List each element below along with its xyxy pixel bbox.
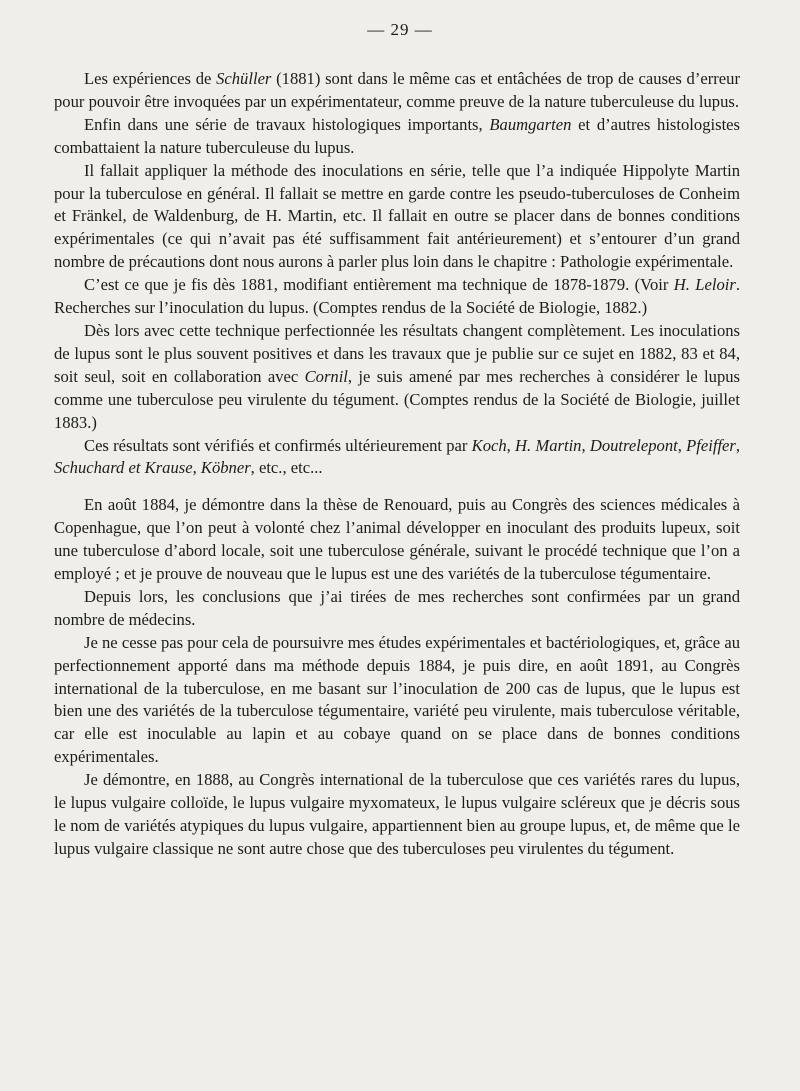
italic-text: Schuchard et Krause bbox=[54, 458, 193, 478]
text-segment: (1881) sont dans le même cas et entâchées de trop de causes d’erreur pour pouvoir être invoquées par un expérimentateur, comme preuve de la nature tuberculeuse du lupus. bbox=[54, 69, 740, 111]
text-segment: , bbox=[735, 435, 741, 455]
paragraph bbox=[54, 114, 740, 160]
italic-text: Cornil bbox=[304, 366, 348, 386]
text-segment: Enfin dans une série de travaux histologiques importants, bbox=[84, 114, 490, 134]
text-segment: Je démontre, en 1888, au Congrès international de la tuberculose que ces variétés rares du lupus, le lupus vulgaire colloïde, le lupus vulgaire myxomateux, le lupus vulgaire scléreux que je décris sous le nom de variétés atypiques du lupus vulgaire, appartiennent bien au groupe lupus, et, de même que le lupus vulgaire classique ne sont autre chose que des tuberculoses peu virulentes du tégument. bbox=[54, 770, 740, 858]
text-segment: Il fallait appliquer la méthode des inoculations en série, telle que l’a indiquée Hippolyte Martin pour la tuberculose en général. Il fallait se mettre en garde contre les pseudo-tuberculoses de Conheim et Fränkel, de Waldenburg, de H. Martin, etc. Il fallait en outre se placer dans de bonnes conditions expérimentales (ce qui n’avait pas été suffisamment fait antérieurement) et s’entourer d’un grand nombre de précautions dont nous aurons à parler plus loin dans le chapitre : Pathologie expérimentale. bbox=[54, 160, 740, 272]
text-segment: , bbox=[192, 458, 201, 478]
paragraph bbox=[54, 494, 740, 586]
italic-text: Pfeiffer bbox=[686, 435, 736, 455]
italic-text: Köbner bbox=[200, 458, 251, 478]
text-segment: , bbox=[581, 435, 590, 455]
paragraph bbox=[54, 68, 740, 114]
text-segment: , je suis amené par mes recherches à considérer le lupus comme une tuberculose peu virulente du tégument. (Comptes rendus de la Société de Biologie, juillet 1883.) bbox=[54, 366, 740, 432]
italic-text: Baumgarten bbox=[489, 114, 572, 134]
body-text bbox=[54, 68, 740, 861]
paragraph bbox=[54, 586, 740, 632]
text-segment: C’est ce que je fis dès 1881, modifiant entièrement ma technique de 1878-1879. (Voir bbox=[84, 275, 674, 295]
paragraph bbox=[54, 320, 740, 435]
italic-text: H. Martin bbox=[515, 435, 582, 455]
italic-text: H. Leloir bbox=[673, 275, 736, 295]
text-segment: Ces résultats sont vérifiés et confirmés ultérieurement par bbox=[84, 435, 472, 455]
paragraph bbox=[54, 769, 740, 861]
text-segment: , bbox=[677, 435, 687, 455]
text-segment: Je ne cesse pas pour cela de poursuivre mes études expérimentales et bactériologiques, et, grâce au perfectionnement apporté dans ma méthode depuis 1884, je puis dire, en août 1891, au Congrès international de la tuberculose, en me basant sur l’inoculation de 200 cas de lupus, que le lupus est bien une des variétés de la tuberculose tégumentaire, variété peu virulente, mais tuberculose véritable, car elle est inoculable au lapin et au cobaye quand on se place dans de bonnes conditions expérimentales. bbox=[54, 632, 740, 767]
paragraph bbox=[54, 274, 740, 320]
paragraph bbox=[54, 160, 740, 275]
text-segment: Les expériences de bbox=[84, 69, 217, 88]
page-number: — 29 — bbox=[367, 20, 433, 39]
italic-text: Schüller bbox=[216, 69, 272, 88]
text-segment: Dès lors avec cette technique perfectionnée les résultats changent complètement. Les inoculations de lupus sont le plus souvent positives et dans les travaux que je publie sur ce sujet en 1882, 83 et 84, soit seul, soit en collaboration avec bbox=[54, 320, 740, 386]
text-segment: En août 1884, je démontre dans la thèse de Renouard, puis au Congrès des sciences médicales à Copenhague, que l’on peut à volonté chez l’animal développer en inoculant des produits lupeux, soit une tuberculose d’abord locale, soit une tuberculose générale, suivant le procédé technique que l’on a employé ; et je prouve de nouveau que le lupus est une des variétés de la tuberculose tégumentaire. bbox=[54, 495, 740, 584]
text-segment: Depuis lors, les conclusions que j’ai tirées de mes recherches sont confirmées par un grand nombre de médecins. bbox=[54, 586, 740, 629]
italic-text: Doutrelepont bbox=[589, 435, 678, 455]
text-segment: . Recherches sur l’inoculation du lupus. (Comptes rendus de la Société de Biologie, 1882.) bbox=[54, 275, 740, 318]
text-segment: , bbox=[506, 435, 516, 455]
paragraph bbox=[54, 435, 740, 481]
text-segment: , etc., etc... bbox=[250, 458, 323, 478]
text-segment: et d’autres histologistes combattaient la nature tuberculeuse du lupus. bbox=[54, 114, 740, 157]
italic-text: Koch bbox=[471, 435, 507, 455]
paragraph bbox=[54, 632, 740, 769]
